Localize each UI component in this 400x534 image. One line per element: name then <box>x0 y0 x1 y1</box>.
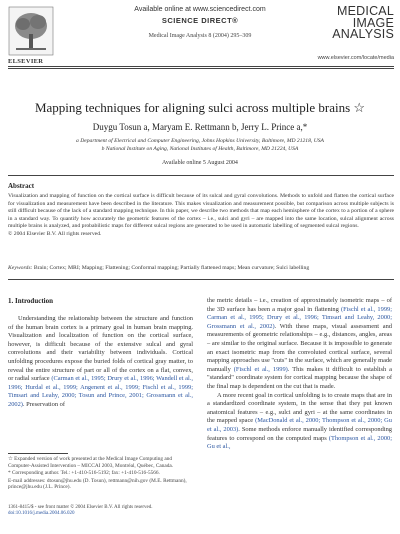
right-paragraph-1 <box>207 297 392 392</box>
right-p1-citations-2[interactable]: (Fischl et al., 1999) <box>233 365 288 373</box>
keywords-label: Keywords: <box>8 265 33 271</box>
right-p1-text-b: . With these maps, visual assessment and measurements of geometric relationships – e.g., distances, angles, areas – are similar to the original surface. Because it is impossible to generate an exact isometric map from the convoluted cortical surface, several mapping approaches use "cuts" in the surface, which are generally made manually <box>207 322 393 373</box>
elsevier-tree-logo <box>8 6 54 56</box>
section-heading: 1. Introduction <box>8 297 53 305</box>
right-p1-text-c: . This makes it difficult to establish a "standard" coordinate system for cortical mapping because the shape of the final map is dependent on the cut that is made. <box>207 365 393 390</box>
footnote-rule <box>8 453 68 454</box>
article-title: Mapping techniques for aligning sulci across multiple brains ☆ <box>34 100 366 115</box>
footnote-corresponding: * Corresponding author. Tel.: +1-410-516-5192; fax: +1-410-516-5566. <box>8 470 160 477</box>
affiliation-a: a Department of Electrical and Computer Engineering, Johns Hopkins University, Baltimore, MD 21218, USA <box>76 138 324 144</box>
publisher-name: ELSEVIER <box>8 58 44 65</box>
footnote-emails: E-mail addresses: dtosun@jhu.edu (D. Tosun), rettmann@nih.gov (M.E. Rettmann), prince@jhu.edu (J.L. Prince). <box>8 477 187 491</box>
journal-url[interactable]: www.elsevier.com/locate/media <box>317 55 394 61</box>
right-p2-citations-2[interactable]: (Thompson et al., 2000; Gu et al., <box>207 434 392 451</box>
copyright-block <box>8 505 193 517</box>
left-column-text <box>8 315 193 410</box>
sciencedirect-text: SCIENCE DIRECT® <box>161 16 239 25</box>
right-p2-text-a: A more recent goal in cortical unfolding is to create maps that are in a standardized coordinate system, in the sense that they put known anatomical features – e.g., sulci and gyri – at the same coordinates in the mapped space <box>207 391 392 425</box>
abstract-top-rule <box>8 175 394 176</box>
intro-citations[interactable]: (Carman et al., 1995; Drury et al., 1996; Wandell et al., 1996; Hurdal et al., 1999; Angenent et al., 1999; Fischl et al., 1999; Timsari and Leahy, 2000; Tosun and Prince, 2001; Grossmann et al., 2002) <box>8 375 193 408</box>
footnote-star: ☆ Expanded version of work presented at the Medical Image Computing and Computer-Assisted Intervention – MICCAI 2003, Montréal, Québec, Canada. <box>8 456 174 469</box>
intro-paragraph: Understanding the relationship between the structure and function of the human brain cortex is a primary goal in human brain mapping. Visualization and localization of function on the cortical surface, however, is difficult because of the extensive sulcal and gyral convolutions and their variability between individuals. Cortical unfolding procedures expose the buried folds of cortical gray matter, to reveal the entire structure of part or all of the cortex on a flat, convex, or radial surface <box>8 315 193 383</box>
right-paragraph-2 <box>207 392 392 452</box>
journal-name-line-1: MEDICAL <box>337 4 394 18</box>
abstract-copyright: © 2004 Elsevier B.V. All rights reserved. <box>8 230 102 237</box>
right-p1-citations-1[interactable]: (Fischl et al., 1999; Carman et al., 1995; Drury et al., 1996; Timsari and Leahy, 2000; Grossmann et al., 2002) <box>207 305 392 330</box>
header-rule <box>8 66 394 67</box>
right-p2-citations[interactable]: (MacDonald et al., 2000; Thompson et al., 2000; Gu et al., 2003) <box>207 417 392 433</box>
journal-logo <box>300 6 394 41</box>
doi-link[interactable]: doi:10.1016/j.media.2004.06.020 <box>8 511 75 517</box>
keywords-list: Brain; Cortex; MRI; Mapping; Flattening; Conformal mapping; Partially flattened maps; Mean curvature; Sulci labelling <box>33 265 310 271</box>
journal-citation: Medical Image Analysis 8 (2004) 295–309 <box>148 33 252 39</box>
intro-tail: . Preservation of <box>22 400 65 408</box>
abstract-heading: Abstract <box>8 182 35 190</box>
sciencedirect-logo <box>150 16 250 30</box>
affiliation-b: b National Institute on Aging, National Institutes of Health, Baltimore, MD 21224, USA <box>101 146 299 152</box>
journal-name-line-3: ANALYSIS <box>332 27 394 41</box>
abstract-bottom-rule <box>8 279 394 280</box>
issn-line: 1361-8415/$ - see front matter © 2004 Elsevier B.V. All rights reserved. <box>8 505 153 510</box>
right-column-text <box>207 297 392 452</box>
abstract-body <box>8 193 394 239</box>
keywords-line <box>8 265 394 271</box>
abstract-text: Visualization and mapping of function on the cortical surface is difficult because of its sulcal and gyral convolutions. Methods to unfold and flatten the cortical surface for visualization and measurement have been described in the literature. This makes visualization and measurement possible, but comparison across multiple subjects is still difficult because of the lack of a standard mapping technique. In this paper, we describe two methods that map each hemisphere of the cortex to a portion of a sphere in a standard way. To quantify how accurately the geometric features of the cortex – i.e., sulci and gyri – are mapped into the same location, sulcal alignment across multiple brains is analyzed, and probabilistic maps for different sulcal regions are generated to be used in automatic labelling of segmented sulcal regions. <box>8 193 394 230</box>
available-online-line: Available online at www.sciencedirect.com <box>134 6 266 13</box>
right-p2-text-b: . Some methods enforce manually identified corresponding features to correspond on the computed maps <box>207 425 392 442</box>
footnotes <box>8 456 193 492</box>
author-list: Duygu Tosun a, Maryam E. Rettmann b, Jerry L. Prince a,* <box>92 122 308 132</box>
right-p1-text-a: the metric details – i.e., creation of approximately isometric maps – of the 3D surface has been a major goal in flattening <box>207 297 392 313</box>
header-rule-thin <box>8 68 394 69</box>
journal-name-line-2: IMAGE <box>352 15 394 30</box>
online-date: Available online 5 August 2004 <box>162 160 238 166</box>
